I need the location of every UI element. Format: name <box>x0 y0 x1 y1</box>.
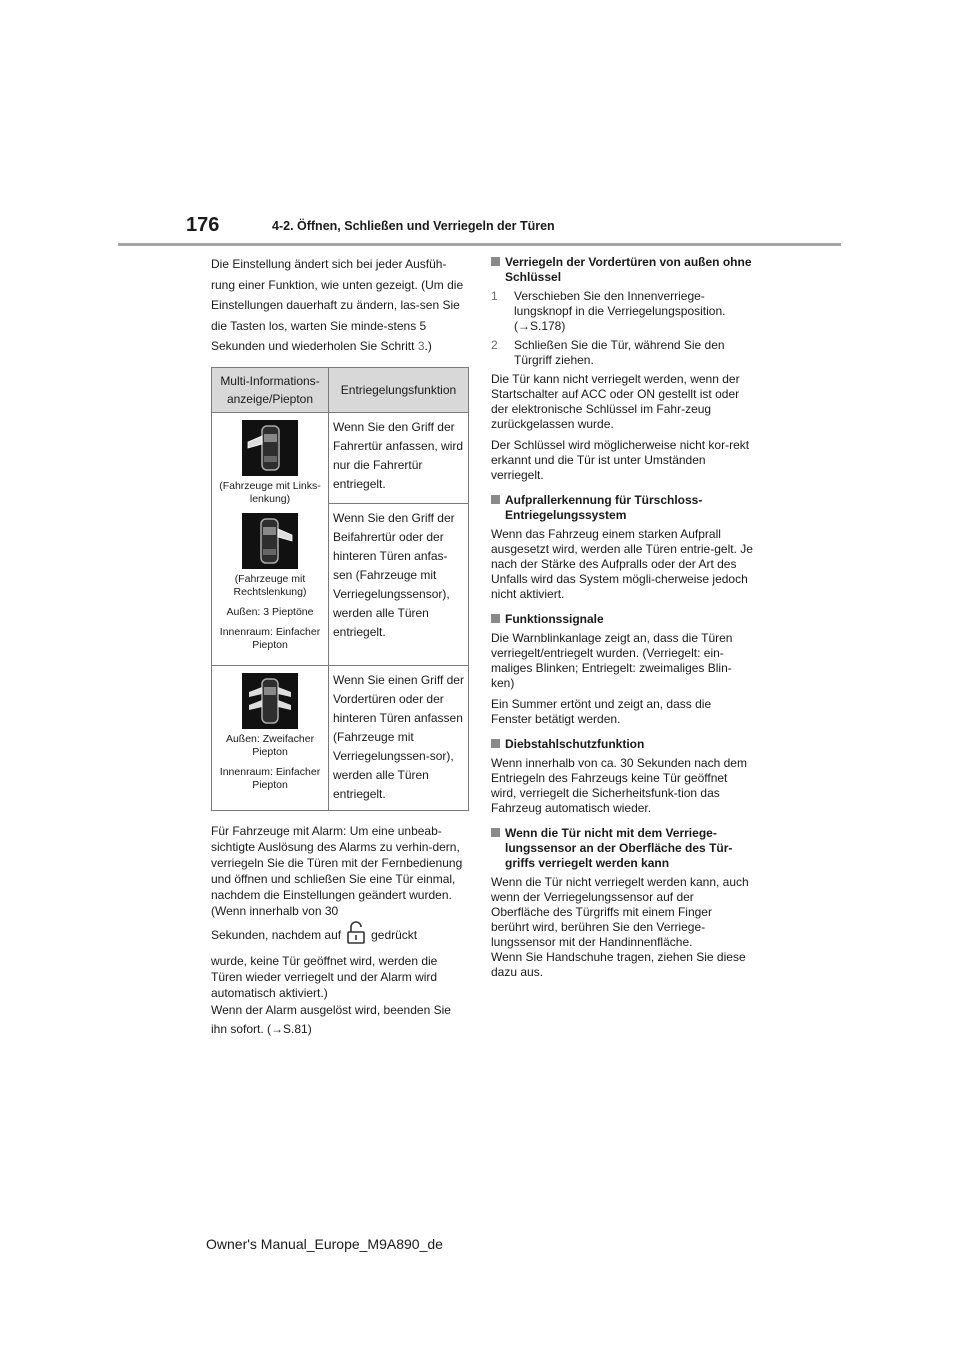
right-column <box>491 255 753 986</box>
function-cell: Wenn Sie einen Griff der Vordertüren oder der hinteren Türen anfassen (Fahrzeuge mit Verriegelungssen-sor), werden alle Türen entriegelt. <box>329 665 469 810</box>
heading-lock-sensor-fail: Wenn die Tür nicht mit dem Verriege-lungssensor an der Oberfläche des Tür-griffs verriegelt werden kann <box>491 826 753 871</box>
alarm-text-after-icon: gedrückt <box>371 927 418 942</box>
padlock-open-icon <box>345 921 367 951</box>
bullet-square-icon <box>491 739 500 748</box>
page-number: 176 <box>186 214 220 236</box>
alarm-paragraph-icon-line <box>211 921 467 951</box>
intro-text: Die Einstellung ändert sich bei jeder Ausfüh-rung einer Funktion, wie unten gezeigt. (Um die Einstellungen dauerhaft zu ändern, las-sen Sie die Tasten los, warten Sie minde-stens 5 Sekunden und wiederholen Sie Schritt <box>211 257 464 353</box>
caption-inside-beep: Innenraum: Einfacher Piepton <box>219 765 321 791</box>
table-row <box>212 665 469 810</box>
caption-left-hand-drive: (Fahrzeuge mit Links-lenkung) <box>219 479 321 505</box>
alarm-paragraph-cont: wurde, keine Tür geöffnet wird, werden die Türen wieder verriegelt und der Alarm wird automatisch aktiviert.) <box>211 953 438 1000</box>
caption-right-hand-drive: (Fahrzeuge mit Rechtslenkung) <box>233 572 307 598</box>
paragraph: Wenn Sie Handschuhe tragen, ziehen Sie diese dazu aus. <box>491 950 746 979</box>
car-front-left-door-open-icon <box>242 420 298 476</box>
paragraph: Wenn innerhalb von ca. 30 Sekunden nach dem Entriegeln des Fahrzeugs keine Tür geöffnet wird, verriegelt die Sicherheitsfunk-tion das Fahrzeug automatisch wieder. <box>491 756 747 815</box>
paragraph: Der Schlüssel wird möglicherweise nicht kor-rekt erkannt und die Tür ist unter Umständen verriegelt. <box>491 438 750 482</box>
bullet-square-icon <box>491 614 500 623</box>
section-title: 4-2. Öffnen, Schließen und Verriegeln der Türen <box>272 219 555 233</box>
footer-text: Owner's Manual_Europe_M9A890_de <box>206 1236 443 1252</box>
caption-inside-beep: Innenraum: Einfacher Piepton <box>219 625 321 651</box>
alarm-stop-paragraph: Wenn der Alarm ausgelöst wird, beenden Sie ihn sofort. (→S.81) <box>211 1002 451 1036</box>
bullet-square-icon <box>491 257 500 266</box>
display-cell <box>212 665 329 810</box>
paragraph: Ein Summer ertönt und zeigt an, dass die Fenster betätigt werden. <box>491 697 712 726</box>
col-header-display: Multi-Informations-anzeige/Piepton <box>212 367 329 412</box>
paragraph: Wenn das Fahrzeug einem starken Aufprall ausgesetzt wird, werden alle Türen entrie-gelt. Je nach der Stärke des Aufpralls oder der Art des Unfalls wird das System mögli-cherweise jedoch nicht aktiviert. <box>491 527 753 601</box>
col-header-function: Entriegelungsfunktion <box>329 367 469 412</box>
function-cell: Wenn Sie den Griff der Beifahrertür oder der hinteren Türen anfas-sen (Fahrzeuge mit Verriegelungssensor), werden alle Türen entriegelt. <box>329 503 469 665</box>
car-all-doors-open-icon <box>242 673 298 729</box>
function-cell: Wenn Sie den Griff der Fahrertür anfassen, wird nur die Fahrertür entriegelt. <box>329 412 469 503</box>
left-column <box>211 254 467 1044</box>
table-header-row <box>212 367 469 412</box>
alarm-text-before-icon: Sekunden, nachdem auf <box>211 927 342 942</box>
car-front-right-door-open-icon <box>242 513 298 569</box>
heading-lock-front-doors: Verriegeln der Vordertüren von außen ohne Schlüssel <box>491 255 753 285</box>
unlock-settings-table <box>211 367 469 811</box>
step-reference: 3 <box>417 339 425 353</box>
paragraph: Die Tür kann nicht verriegelt werden, wenn der Startschalter auf ACC oder ON gestellt ist oder der elektronische Schlüssel im Fahr-zeug zurückgelassen wurde. <box>491 372 740 431</box>
step-item: 1 Verschieben Sie den Innenverriege-lungsknopf in die Verriegelungsposition. (→S.178) <box>491 289 726 333</box>
bullet-square-icon <box>491 828 500 837</box>
intro-text-end: .) <box>424 339 432 353</box>
caption-outside-double-beep: Außen: Zweifacher Piepton <box>225 732 315 758</box>
heading-anti-theft: Diebstahlschutzfunktion <box>491 737 753 752</box>
paragraph: Die Warnblinkanlage zeigt an, dass die Türen verriegelt/entriegelt wurden. (Verriegelt: ein-maliges Blinken; Entriegelt: zweimaliges Blin-ken) <box>491 631 733 690</box>
table-row <box>212 412 469 503</box>
step-number: 2 <box>491 338 498 352</box>
heading-operation-signals: Funktionssignale <box>491 612 753 627</box>
caption-outside-beeps: Außen: 3 Pieptöne <box>226 605 314 618</box>
header-rule <box>118 243 841 246</box>
heading-impact-detection: Aufprallerkennung für Türschloss-Entriegelungssystem <box>491 493 753 523</box>
bullet-square-icon <box>491 495 500 504</box>
step-item: 2 Schließen Sie die Tür, während Sie den Türgriff ziehen. <box>491 338 725 367</box>
alarm-paragraph: Für Fahrzeuge mit Alarm: Um eine unbeab-sichtigte Auslösung des Alarms zu verhin-dern, verriegeln Sie die Türen mit der Fernbedienung und öffnen und schließen Sie eine Tür einmal, nachdem die Einstellungen geändert wurden. (Wenn innerhalb von 30 <box>211 823 463 918</box>
paragraph: Wenn die Tür nicht verriegelt werden kann, auch wenn der Verriegelungssensor auf der Oberfläche des Türgriffs mit einem Finger berührt wird, berühren Sie den Verriege-lungssensor mit der Handinnenfläche. <box>491 875 749 949</box>
intro-paragraph <box>211 254 467 357</box>
display-cell <box>212 412 329 665</box>
step-number: 1 <box>491 289 498 303</box>
